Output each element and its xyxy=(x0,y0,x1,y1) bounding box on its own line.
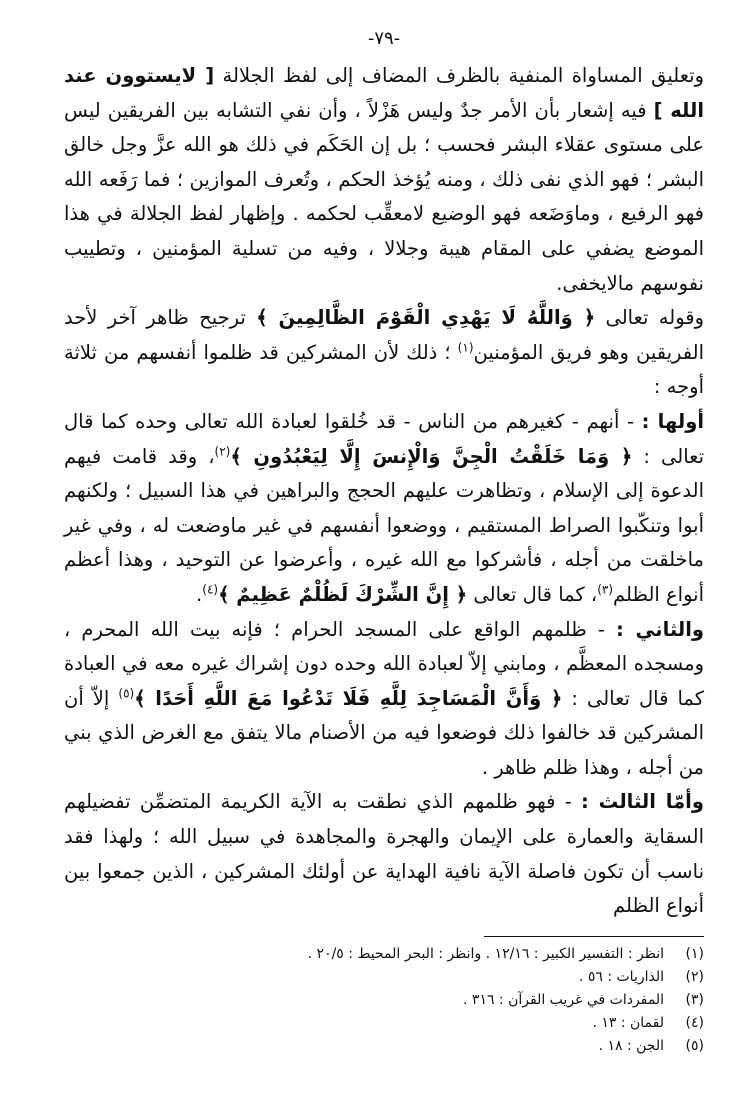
paragraph-1 xyxy=(64,59,704,301)
footnote-number: (٥) xyxy=(685,1037,704,1054)
bracketed-phrase: [ لايستوون عند الله ] xyxy=(64,64,705,122)
footnote-number: (٤) xyxy=(685,1014,704,1031)
footnote xyxy=(64,1012,704,1035)
footnote-number: (٢) xyxy=(685,968,704,985)
footnote-ref: (٣) xyxy=(597,582,614,597)
footnote-divider xyxy=(484,936,704,937)
paragraph-text: . xyxy=(196,582,203,606)
paragraph-text: - فهو ظلمهم الذي نطقت به الآية الكريمة المتضمِّن تفضيلهم السقاية والعمارة على الإيمان والهجرة والمجاهدة في سبيل الله ؛ ولهذا فقد ناسب أن تكون فاصلة الآية نافية الهداية عن أولئك المشركين ، الذين جمعوا بين أنواع الظلم xyxy=(64,790,704,918)
footnote xyxy=(64,989,704,1012)
paragraph-text: إلاّ أن المشركين قد خالفوا ذلك فوضعوا فيه من الأصنام مالا يتفق مع الغرض الذي بني من أجله ، وهذا ظلم ظاهر . xyxy=(64,686,704,779)
quran-verse: ﴿ وَاللَّهُ لَا يَهْدِي الْقَوْمَ الظَّالِمِينَ ﴾ xyxy=(256,306,596,330)
paragraph-text: فيه إشعار بأن الأمر جدٌ وليس هَزْلاً ، وأن نفي التشابه بين الفريقين ليس على مستوى عقلاء البشر فحسب ؛ بل إن الحَكَم في ذلك هو الله عزَّ وجل خالق البشر ؛ فهو الذي نفى ذلك ، ومنه يُؤخذ الحكم ، وتُعرف الموازين ؛ فما رَفَعه الله فهو الرفيع ، وماوَضَعه فهو الوضيع لامعقِّب لحكمه . وإظهار لفظ الجلالة في هذا الموضع يضفي على المقام هيبة وجلالا ، وفيه من تسلية المؤمنين ، وتطييب نفوسهم مالايخفى. xyxy=(64,98,704,295)
paragraph-text: - أنهم - كغيرهم من الناس - قد خُلقوا لعبادة الله تعالى وحده كما قال تعالى : xyxy=(64,409,705,468)
footnote-ref: (٥) xyxy=(118,686,135,701)
quran-verse: ﴿ وَمَا خَلَقْتُ الْجِنَّ وَالْإِنسَ إِلَّا لِيَعْبُدُونِ ﴾ xyxy=(230,444,633,468)
paragraph-text: وتعليق المساواة المنفية بالظرف المضاف إلى لفظ الجلالة xyxy=(214,64,704,87)
section-label-third: وأمّا الثالث : xyxy=(581,790,704,814)
footnote-text: انظر : التفسير الكبير : ١٢/١٦ . وانظر : البحر المحيط : ٢٠/٥ . xyxy=(307,945,664,962)
paragraph-text: وقوله تعالى xyxy=(595,306,705,330)
footnote xyxy=(64,966,704,989)
footnote xyxy=(64,1035,704,1058)
footnote-ref: (١) xyxy=(457,340,474,355)
footnote-ref: (٢) xyxy=(214,444,231,459)
footnote-text: لقمان : ١٣ . xyxy=(592,1014,664,1031)
footnotes xyxy=(64,943,704,1058)
body-text xyxy=(64,59,704,924)
quran-verse: ﴿ وَأَنَّ الْمَسَاجِدَ لِلَّهِ فَلَا تَدْعُوا مَعَ اللَّهِ أَحَدًا ﴾ xyxy=(134,686,563,710)
section-label-second: والثاني : xyxy=(616,617,704,641)
page-number: -٧٩- xyxy=(367,28,401,49)
footnote-number: (٣) xyxy=(685,991,704,1008)
footnote-ref: (٤) xyxy=(202,582,219,597)
paragraph-4 xyxy=(64,613,704,786)
footnote-text: الجن : ١٨ . xyxy=(598,1037,664,1054)
paragraph-text: - ظلمهم الواقع على المسجد الحرام ؛ فإنه بيت الله المحرم ، ومسجده المعظَّم ، ومابني إلاّ لعبادة الله وحده دون إشراك غيره معه في العبادة كما قال تعالى : xyxy=(64,617,704,710)
paragraph-text: ترجيح ظاهر آخر لأحد الفريقين وهو فريق المؤمنين xyxy=(64,306,704,364)
quran-verse: ﴿ إِنَّ الشِّرْكَ لَظُلْمٌ عَظِيمٌ ﴾ xyxy=(218,582,468,606)
paragraph-3 xyxy=(64,405,704,613)
paragraph-text: ، كما قال تعالى xyxy=(467,582,598,606)
footnote-number: (١) xyxy=(685,945,704,962)
paragraph-2 xyxy=(64,301,704,405)
section-label-first: أولها : xyxy=(641,409,705,433)
footnote-text: المفردات في غريب القرآن : ٣١٦ . xyxy=(463,991,664,1008)
document-page xyxy=(64,28,704,1058)
paragraph-text: ، وقد قامت فيهم الدعوة إلى الإسلام ، وتظاهرت عليهم الحجج والبراهين في هذا السبيل ؛ ولكنهم أبوا وتنكّبوا الصراط المستقيم ، ووضعوا أنفسهم في غير ماوضعت له ، وفي غير ماخلقت من أجله ، فأشركوا مع الله غيره ، وأعرضوا عن التوحيد ، وهذا أعظم أنواع الظلم xyxy=(64,444,704,606)
footnote xyxy=(64,943,704,966)
footnote-text: الذاريات : ٥٦ . xyxy=(578,968,664,985)
paragraph-text: ؛ ذلك لأن المشركين قد ظلموا أنفسهم من ثلاثة أوجه : xyxy=(64,340,704,399)
paragraph-5 xyxy=(64,785,704,923)
